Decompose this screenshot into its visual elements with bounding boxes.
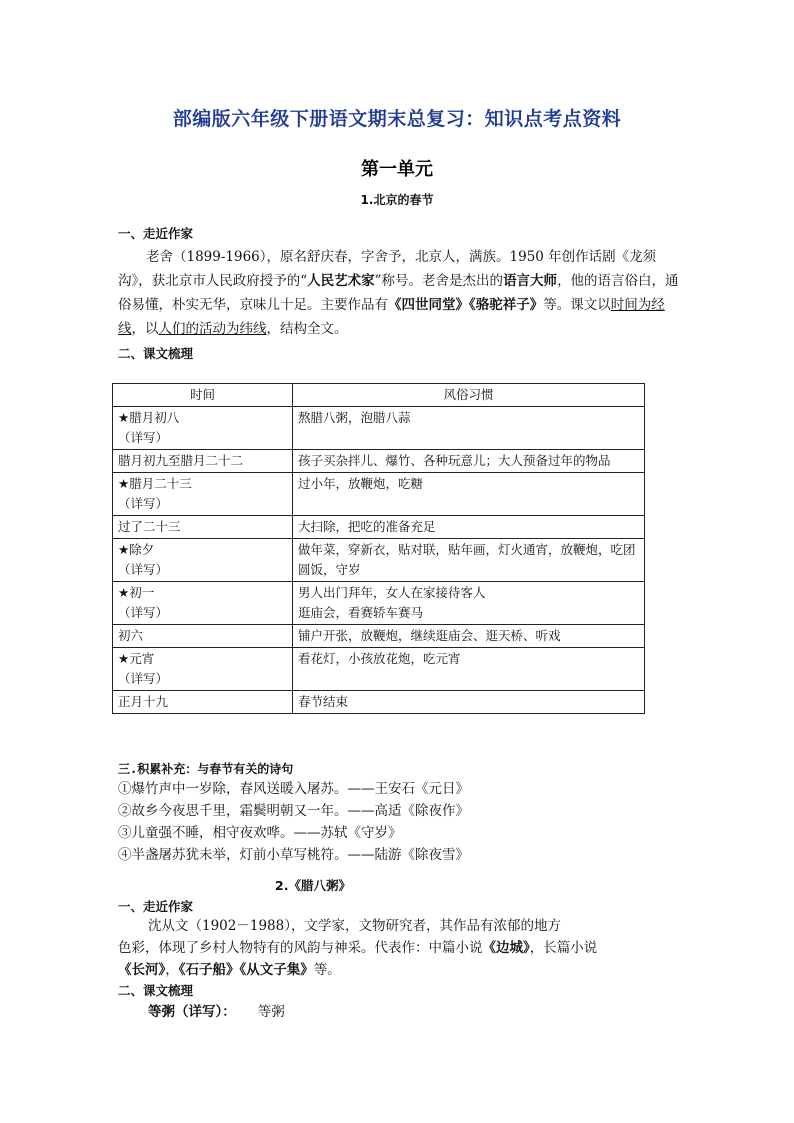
author-text: ，结构全文。 bbox=[266, 321, 348, 337]
cell-custom bbox=[293, 582, 645, 625]
lesson-1-author-heading: 一、走近作家 bbox=[118, 226, 194, 241]
table-row bbox=[113, 625, 645, 648]
time-label: 过了二十三 bbox=[118, 519, 181, 534]
time-label: 正月十九 bbox=[118, 694, 169, 709]
custom-text: 孩子买杂拌儿、爆竹、各种玩意儿；大人预备过年的物品 bbox=[298, 453, 611, 468]
lesson-1-outline-heading: 二、课文梳理 bbox=[118, 346, 194, 361]
time-note: （详写） bbox=[118, 562, 169, 577]
time-label: ★初一 bbox=[118, 585, 155, 600]
document-title: 部编版六年级下册语文期末总复习：知识点考点资料 bbox=[172, 108, 622, 130]
cell-custom bbox=[293, 516, 645, 539]
cell-time bbox=[113, 582, 293, 625]
custom-text: 大扫除，把吃的准备充足 bbox=[298, 519, 436, 534]
lesson-2-outline-heading: 二、课文梳理 bbox=[118, 983, 194, 998]
lesson-1-author-paragraph bbox=[118, 245, 680, 341]
customs-table-body bbox=[113, 407, 645, 714]
table-row bbox=[113, 648, 645, 691]
lesson-2-author-line bbox=[118, 959, 341, 981]
table-row bbox=[113, 473, 645, 516]
poem-line: ③儿童强不睡，相守夜欢哗。——苏轼《守岁》 bbox=[118, 825, 402, 841]
poems-heading: 三.积累补充：与春节有关的诗句 bbox=[118, 762, 294, 776]
unit-title: 第一单元 bbox=[361, 159, 433, 180]
lesson-2-title: 2.《腊八粥》 bbox=[275, 878, 351, 893]
cell-time bbox=[113, 473, 293, 516]
time-label: 腊月初九至腊月二十二 bbox=[118, 453, 244, 468]
structure-warp: 时间为经线 bbox=[118, 297, 665, 337]
custom-text: 男人出门拜年，女人在家接待客人 bbox=[298, 585, 486, 600]
header-custom: 风俗习惯 bbox=[293, 384, 645, 407]
cell-custom bbox=[293, 450, 645, 473]
cell-custom bbox=[293, 407, 645, 450]
author-works: 《四世同堂》《骆驼祥子》 bbox=[388, 297, 544, 313]
time-label: ★元宵 bbox=[118, 651, 155, 666]
lesson-2-outline-line bbox=[148, 1001, 285, 1023]
table-row bbox=[113, 516, 645, 539]
customs-table bbox=[112, 383, 645, 714]
custom-text: 做年菜，穿新衣，贴对联，贴年画，灯火通宵，放鞭炮，吃团圆饭，守岁 bbox=[298, 542, 636, 577]
custom-text: 春节结束 bbox=[298, 694, 349, 709]
lesson-2-author-heading: 一、走近作家 bbox=[118, 899, 194, 914]
author-text: ，长篇小说 bbox=[529, 940, 598, 956]
lesson-1-title: 1.北京的春节 bbox=[360, 193, 434, 207]
author-text: 等。 bbox=[313, 962, 341, 978]
lesson-2-author-line: 沈从文（1902－1988），文学家，文物研究者，其作品有浓郁的地方 bbox=[148, 918, 561, 934]
author-text: 色彩，体现了乡村人物特有的风韵与神采。代表作：中篇小说 bbox=[118, 940, 483, 956]
table-row bbox=[113, 691, 645, 714]
time-note: （详写） bbox=[118, 605, 169, 620]
poem-line: ②故乡今夜思千里，霜鬓明朝又一年。——高适《除夜作》 bbox=[118, 803, 469, 819]
cell-custom bbox=[293, 473, 645, 516]
poem-line: ④半盏屠苏犹未举，灯前小草写桃符。——陆游《除夜雪》 bbox=[118, 847, 469, 863]
time-note: （详写） bbox=[118, 496, 169, 511]
cell-custom bbox=[293, 625, 645, 648]
work-title: 《长河》 bbox=[118, 962, 166, 978]
poem-line: ①爆竹声中一岁除，春风送暖入屠苏。——王安石《元日》 bbox=[118, 781, 469, 797]
outline-label: 等粥（详写）： bbox=[148, 1004, 236, 1020]
author-honor: 人民艺术家 bbox=[307, 273, 375, 289]
time-label: ★腊月二十三 bbox=[118, 476, 192, 491]
custom-text: 逛庙会，看赛轿车赛马 bbox=[298, 605, 424, 620]
structure-weft: 人们的活动为纬线 bbox=[158, 321, 267, 337]
custom-text: 熬腊八粥，泡腊八蒜 bbox=[298, 410, 411, 425]
lesson-2-author-line bbox=[118, 937, 597, 959]
outline-value: 等粥 bbox=[257, 1004, 285, 1020]
cell-custom bbox=[293, 648, 645, 691]
author-text: 老舍（1899-1966），原名舒庆春，字舍予，北京人，满族。1950 年创作话剧《龙须沟》，获北京市人民政府授予的“ bbox=[118, 249, 657, 289]
time-label: ★腊月初八 bbox=[118, 410, 180, 425]
table-row bbox=[113, 450, 645, 473]
time-note: （详写） bbox=[118, 671, 169, 686]
table-row bbox=[113, 407, 645, 450]
custom-text: 铺户开张，放鞭炮，继续逛庙会、逛天桥、听戏 bbox=[298, 628, 561, 643]
cell-time bbox=[113, 648, 293, 691]
author-text: ，他的语言俗白，通俗易懂，朴实无华，京味儿十足。主要作品有 bbox=[118, 273, 679, 313]
author-text: ”称号。老舍是杰出的 bbox=[374, 273, 504, 289]
work-title: 《石子船》《从文子集》 bbox=[178, 962, 314, 978]
cell-custom bbox=[293, 691, 645, 714]
cell-custom bbox=[293, 539, 645, 582]
cell-time bbox=[113, 691, 293, 714]
header-time: 时间 bbox=[113, 384, 293, 407]
table-header-row bbox=[113, 384, 645, 407]
time-label: ★除夕 bbox=[118, 542, 155, 557]
author-text: ， bbox=[165, 962, 179, 978]
cell-time bbox=[113, 450, 293, 473]
work-title: 《边城》 bbox=[482, 940, 530, 956]
table-row bbox=[113, 539, 645, 582]
custom-text: 看花灯，小孩放花炮，吃元宵 bbox=[298, 651, 461, 666]
author-title: 语言大师 bbox=[503, 273, 558, 289]
cell-time bbox=[113, 516, 293, 539]
cell-time bbox=[113, 539, 293, 582]
cell-time bbox=[113, 625, 293, 648]
time-label: 初六 bbox=[118, 628, 144, 643]
custom-text: 过小年，放鞭炮，吃糖 bbox=[298, 476, 424, 491]
author-text: ，以 bbox=[131, 321, 159, 337]
author-text: 等。课文以 bbox=[543, 297, 611, 313]
cell-time bbox=[113, 407, 293, 450]
table-row bbox=[113, 582, 645, 625]
time-note: （详写） bbox=[118, 430, 169, 445]
